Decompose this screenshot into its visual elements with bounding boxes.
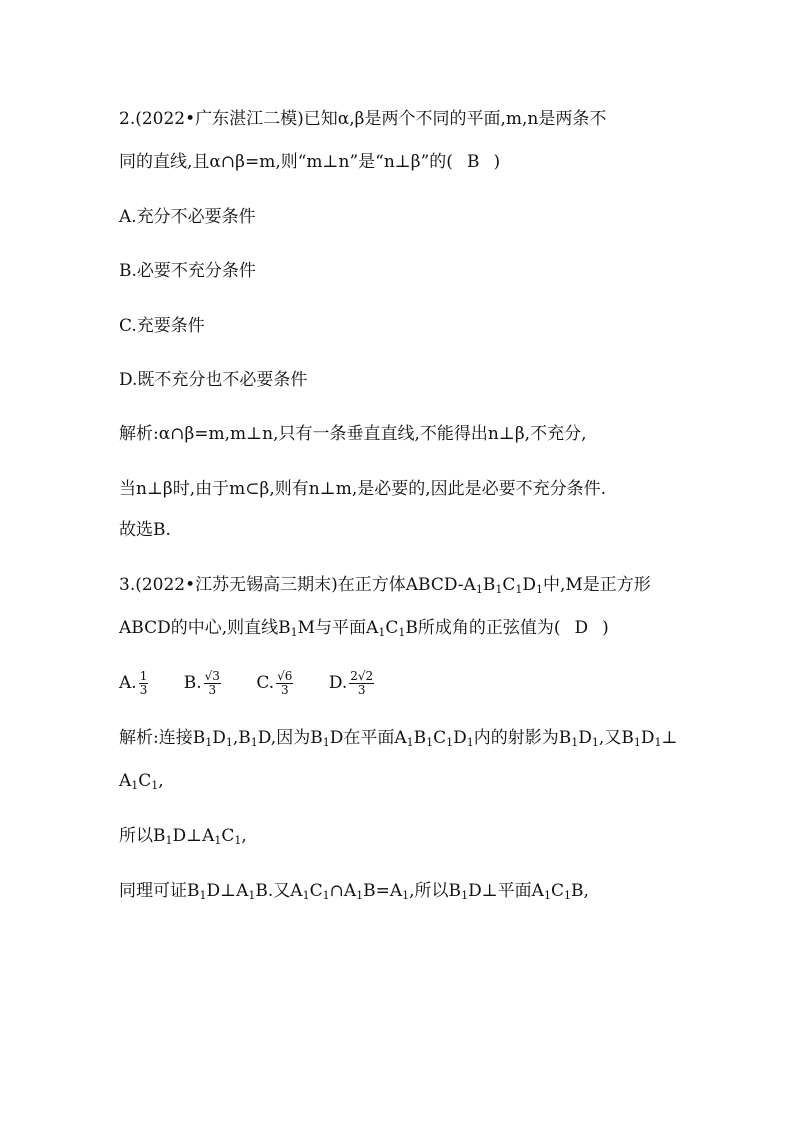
q3-text: C	[221, 826, 235, 846]
q3-text: 同理可证B	[119, 881, 200, 901]
q3-text: D	[453, 728, 467, 748]
q3-text: ,B	[232, 728, 251, 748]
numerator: 2√2	[350, 669, 374, 683]
subscript: 1	[290, 626, 298, 639]
subscript: 1	[225, 736, 233, 749]
q3-option-b	[184, 668, 223, 698]
q3-text: M与平面A	[297, 618, 379, 638]
q3-stem-line2	[119, 617, 609, 639]
q3-analysis-line3	[119, 825, 247, 847]
q3-text: ABCD的中心,则直线B	[119, 618, 291, 638]
q3-text: C	[502, 575, 516, 595]
subscript: 1	[214, 834, 222, 847]
q2-analysis-line2: 当n⊥β时,由于m⊂β,则有n⊥m,是必要的,因此是必要不充分条件.	[119, 479, 607, 499]
denominator: 3	[357, 683, 366, 697]
option-label: C.	[256, 673, 275, 693]
subscript: 1	[406, 736, 414, 749]
q3-analysis-line2	[119, 770, 164, 792]
option-label: D.	[328, 673, 348, 693]
subscript: 1	[322, 736, 330, 749]
q3-text: C	[309, 881, 323, 901]
q3-text: ,	[158, 771, 164, 791]
numerator: 1	[139, 669, 148, 683]
q3-text: 解析:连接B	[119, 728, 206, 748]
q3-text: C	[550, 881, 564, 901]
denominator: 3	[139, 683, 148, 697]
q3-text: D	[522, 575, 536, 595]
q3-text: A	[119, 771, 132, 791]
q3-text: B	[482, 575, 496, 595]
subscript: 1	[248, 889, 256, 902]
denominator: 3	[208, 683, 217, 697]
q2-stem-text1: 2.(2022•广东湛江二模)已知α,β是两个不同的平面,m,n是两条不	[119, 109, 607, 129]
q2-analysis-line3: 故选B.	[119, 520, 171, 540]
subscript: 1	[591, 736, 599, 749]
subscript: 1	[446, 736, 454, 749]
subscript: 1	[571, 736, 579, 749]
fraction	[276, 670, 293, 697]
q3-text: D	[212, 728, 226, 748]
fraction	[139, 670, 149, 697]
subscript: 1	[536, 583, 543, 596]
subscript: 1	[654, 736, 662, 749]
subscript: 1	[515, 583, 523, 596]
q3-text: ,	[241, 826, 247, 846]
numerator: √6	[277, 669, 293, 683]
q3-text: D在平面A	[329, 728, 407, 748]
q2-analysis-line1: 解析:α∩β=m,m⊥n,只有一条垂直直线,不能得出n⊥β,不充分,	[119, 424, 587, 444]
q2-close-paren: )	[493, 152, 501, 172]
subscript: 1	[131, 779, 139, 792]
q3-text: D⊥平面A	[468, 881, 544, 901]
q3-text: 3.(2022•江苏无锡高三期末)在正方体ABCD-A	[119, 575, 476, 595]
subscript: 1	[234, 834, 242, 847]
q3-text: 中,M是正方形	[543, 575, 651, 595]
q2-option-c: C.充要条件	[119, 316, 205, 336]
subscript: 1	[356, 889, 364, 902]
denominator: 3	[280, 683, 289, 697]
option-label: A.	[119, 673, 137, 693]
q3-text: 所以B	[119, 826, 166, 846]
fraction	[349, 670, 374, 697]
q3-text: D⊥A	[172, 826, 215, 846]
subscript: 1	[250, 736, 258, 749]
q3-text: ,所以B	[409, 881, 462, 901]
subscript: 1	[151, 779, 159, 792]
subscript: 1	[378, 626, 386, 639]
subscript: 1	[322, 889, 330, 902]
subscript: 1	[563, 889, 571, 902]
q3-text: D⊥A	[206, 881, 249, 901]
q3-close-paren: )	[602, 618, 609, 638]
numerator: √3	[204, 669, 220, 683]
subscript: 1	[466, 736, 474, 749]
q3-text: D	[640, 728, 655, 748]
q2-option-d: D.既不充分也不必要条件	[119, 370, 308, 390]
q2-option-b: B.必要不充分条件	[119, 261, 256, 281]
q3-text: B所成角的正弦值为(	[405, 618, 561, 638]
q3-option-c	[256, 668, 295, 698]
q3-analysis-line1	[119, 727, 677, 749]
q3-text: C	[385, 618, 399, 638]
q3-options	[119, 668, 404, 698]
q2-stem-line2	[119, 151, 500, 173]
q3-text: ,又B	[598, 728, 634, 748]
option-label: B.	[183, 673, 202, 693]
q2-answer: B	[466, 152, 480, 172]
subscript: 1	[475, 583, 483, 596]
q2-option-a: A.充分不必要条件	[119, 207, 256, 227]
q3-text: B.又A	[255, 881, 303, 901]
subscript: 1	[402, 889, 410, 902]
q3-text: C	[138, 771, 152, 791]
q2-stem-text2: 同的直线,且α∩β=m,则“m⊥n”是“n⊥β”的(	[119, 152, 453, 172]
q3-option-a	[119, 668, 150, 698]
subscript: 1	[426, 736, 434, 749]
q3-text: D	[578, 728, 592, 748]
subscript: 1	[633, 736, 641, 749]
subscript: 1	[302, 889, 310, 902]
q3-text: ∩A	[329, 881, 357, 901]
q3-text: B=A	[363, 881, 403, 901]
subscript: 1	[199, 889, 207, 902]
q3-text: B,	[570, 881, 589, 901]
q3-text: B	[413, 728, 427, 748]
q2-stem-line1	[119, 108, 606, 130]
q3-text: C	[433, 728, 447, 748]
q3-text: 内的射影为B	[473, 728, 572, 748]
subscript: 1	[495, 583, 503, 596]
q3-text: ⊥	[661, 728, 678, 748]
subscript: 1	[461, 889, 469, 902]
subscript: 1	[165, 834, 173, 847]
q3-analysis-line4	[119, 880, 589, 902]
q3-option-d	[329, 668, 376, 698]
subscript: 1	[205, 736, 213, 749]
subscript: 1	[398, 626, 406, 639]
fraction	[204, 670, 221, 697]
subscript: 1	[543, 889, 551, 902]
q3-text: D,因为B	[257, 728, 323, 748]
q3-stem-line1	[119, 574, 651, 596]
q3-answer: D	[574, 618, 589, 638]
